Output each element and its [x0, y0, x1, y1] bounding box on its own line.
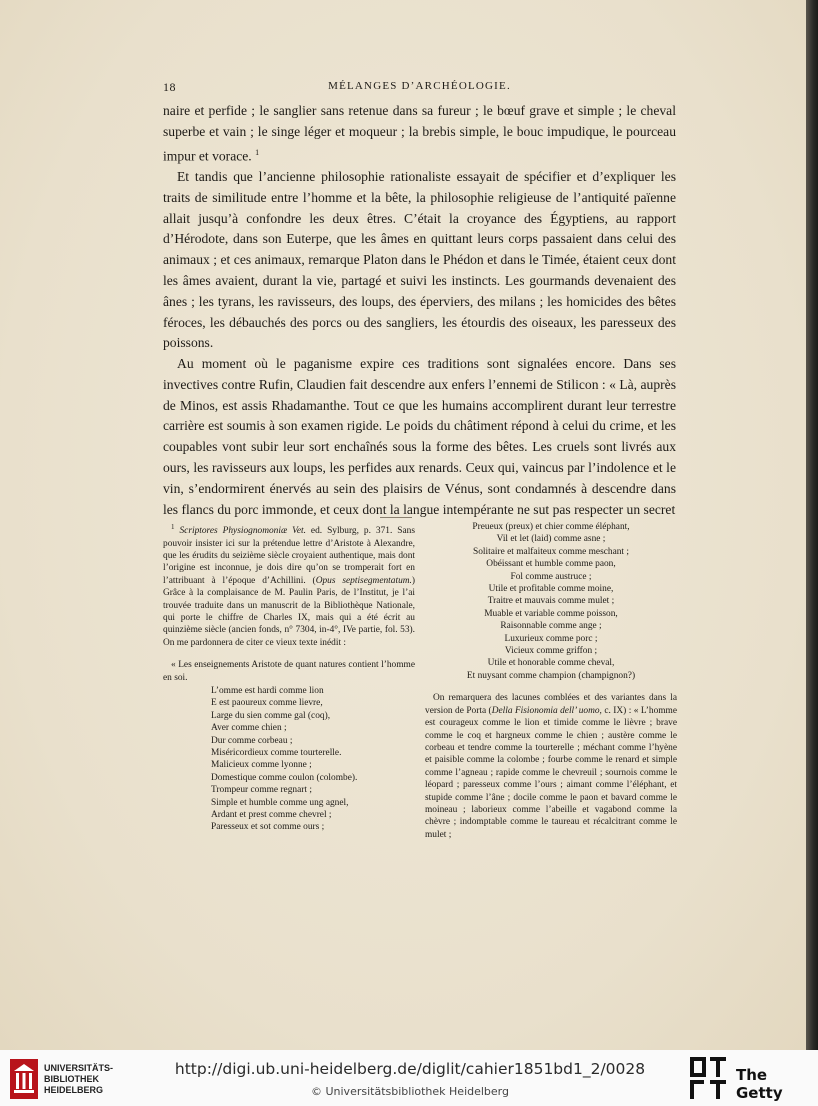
permalink-url[interactable]: http://digi.ub.uni-heidelberg.de/diglit/cahier1851bd1_2/0028 [174, 1060, 646, 1078]
verse-line: Traitre et mauvais comme mulet ; [487, 596, 615, 607]
verse-line: Luxurieux comme porc ; [504, 633, 598, 644]
library-name-line: UNIVERSITÄTS- [44, 1063, 114, 1073]
footnote-separator [380, 517, 412, 518]
porta-text-2: c. IX) : « L’homme est courageux comme le lion et timide comme le lièvre ; brave comme le coq et hargneux comme le chien ; austère comme le corbeau et tendre comme la tourterelle ; méchant comme l’hyène et paisible comme la colombe ; fourbe comme le renard et simple comme l’agneau ; rapide comme le chevreuil ; sournois comme le léopard ; paresseux comme l’ours ; aimant comme l’éléphant, et stupide comme l’âne ; docile comme le paon et bavard comme le moineau ; laborieux comme l’abeille et vagabond comme la chèvre ; indomptable comme le taureau et récalcitrant comme le mulet ; [425, 705, 678, 840]
footnote-text-2: ) Grâce à la complaisance de M. Paulin Paris, de l’Institut, je l’ai trouvée traduite dans un manuscrit de la Bibliothèque Nationale, qui porte le chiffre de Charles IX, mais qui a été écrit au quinzième siècle (ancien fonds, n° 7304, in-4°, IVe partie, fol. 53). On me pardonnera de citer ce vieux texte inédit : [163, 575, 415, 648]
library-name-line: HEIDELBERG [44, 1085, 104, 1095]
main-text [163, 101, 676, 520]
page-header [163, 80, 676, 96]
verse-line: Raisonnable comme ange ; [500, 621, 602, 632]
verse-line: Solitaire et malfaiteux comme meschant ; [473, 546, 629, 557]
footnote-italic: Opus septisegmentatum. [315, 575, 412, 586]
getty-logo-icon[interactable] [688, 1055, 728, 1101]
verse-line: Utile et honorable comme cheval, [487, 658, 615, 669]
verse-intro: « Les enseignements Aristote de quant natures contient l’homme en soi. [163, 660, 415, 683]
verse-line: Malicieux comme lyonne ; [211, 760, 312, 771]
porta-note [425, 692, 677, 841]
verse-block-left [163, 685, 415, 834]
scan-edge [806, 0, 818, 1050]
footnote-title: Scriptores Physiognomoniæ Vet. [179, 526, 306, 537]
verse-line: Obéissant et humble comme paon, [486, 559, 616, 570]
footnote-left-column [163, 521, 415, 834]
paragraph-1-text: naire et perfide ; le sanglier sans retenue dans sa fureur ; le bœuf grave et simple ; le cheval superbe et vain ; le singe léger et moqueur ; la brebis simple, le bouc impudique, le pourceau impur et vorace. [163, 103, 676, 164]
running-head: MÉLANGES D’ARCHÉOLOGIE. [328, 80, 511, 92]
verse-line: Vil et let (laid) comme asne ; [496, 534, 606, 545]
verse-line: Et nuysant comme champion (champignon?) [466, 670, 636, 681]
viewer-footer [0, 1050, 818, 1106]
verse-line: Muable et variable comme poisson, [484, 608, 618, 619]
footnote-ref: 1 [255, 147, 260, 157]
verse-line: Dur comme corbeau ; [211, 735, 293, 746]
verse-line: Ardant et prest comme chevrel ; [211, 810, 332, 821]
footnote-1 [163, 521, 415, 649]
footnote-right-column [425, 521, 677, 841]
university-library-logo-icon[interactable] [10, 1059, 38, 1099]
footnote-text-1: ed. Sylburg, p. 371. Sans pouvoir insister ici sur la prétendue lettre d’Aristote à Alexandre, que les érudits du seizième siècle croyaient authentique, mais dont l’origine est inconnue, je dois dire qu’on se tromperait fort en l’attribuant à l’époque d’Achillini. ( [163, 526, 415, 586]
verse-line: Paresseux et sot comme ours ; [211, 822, 325, 833]
page-number: 18 [163, 80, 176, 94]
verse-block-right [425, 521, 677, 682]
verse-line: Vicieux comme griffon ; [504, 646, 598, 657]
paragraph-2: Et tandis que l’ancienne philosophie rationaliste essayait de spécifier et d’expliquer les traits de similitude entre l’homme et la bête, la philosophie religieuse de l’antiquité païenne allait jusqu’à confondre les deux êtres. C’était la croyance des Égyptiens, au rapport d’Hérodote, dans son Euterpe, que les âmes en quittant leurs corps passaient dans celui des animaux ; et ces animaux, remarque Platon dans le Phédon et dans le Timée, étaient ceux dont les âmes avaient, durant la vie, partagé et suivi les instincts. Les gourmands devenaient des ânes ; les tyrans, les ravisseurs, des loups, des éperviers, des milans ; les homicides des bêtes féroces, les débauchés des porcs ou des sangliers, les étourdis des oiseaux, les paresseux des poissons. [163, 168, 676, 351]
porta-title: Della Fisionomia dell’ uomo, [491, 705, 602, 716]
footnote-marker: 1 [171, 523, 175, 531]
verse-line: E est paoureux comme lievre, [211, 698, 323, 709]
library-name-line: BIBLIOTHEK [44, 1074, 99, 1084]
university-library-name[interactable] [44, 1063, 113, 1096]
copyright-notice: © Universitätsbibliothek Heidelberg [310, 1085, 509, 1098]
verse-line: Simple et humble comme ung agnel, [211, 797, 349, 808]
verse-line: Preueux (preux) et chier comme éléphant, [472, 522, 630, 532]
verse-line: Large du sien comme gal (coq), [211, 710, 331, 721]
verse-line: L’omme est hardi comme lion [211, 686, 324, 696]
verse-line: Aver comme chien ; [211, 723, 287, 734]
getty-name[interactable]: The Getty [736, 1066, 783, 1102]
verse-line: Fol comme austruce ; [510, 571, 592, 582]
verse-line: Domestique comme coulon (colombe). [211, 772, 358, 783]
paragraph-3: Au moment où le paganisme expire ces traditions sont signalées encore. Dans ses invectives contre Rufin, Claudien fait descendre aux enfers l’ennemi de Stilicon : « Là, auprès de Minos, est assis Rhadamanthe. Tout ce que les humains accomplirent durant leur terrestre carrière est soumis à son examen rigide. Le poids du châtiment répond à celui du crime, et les coupables vont subir leur sort enchaînés sous la forme des bêtes. Les cruels sont livrés aux ours, les ravisseurs aux loups, les perfides aux renards. Ceux qui, vaincus par l’indolence et le vin, s’endormirent énervés au sein des plaisirs de Vénus, sont condamnés à descendre dans les flancs du porc immonde, et ceux dont la langue intempérante ne sut pas respecter un secret [163, 356, 676, 517]
porta-text-1: On remarquera des lacunes comblées et des variantes dans la version de Porta ( [425, 693, 677, 716]
paragraph-1 [163, 101, 676, 167]
verse-line: Trompeur comme regnart ; [211, 785, 312, 796]
verse-line: Utile et profitable comme moine, [488, 584, 614, 595]
verse-line: Miséricordieux comme tourterelle. [211, 748, 342, 759]
